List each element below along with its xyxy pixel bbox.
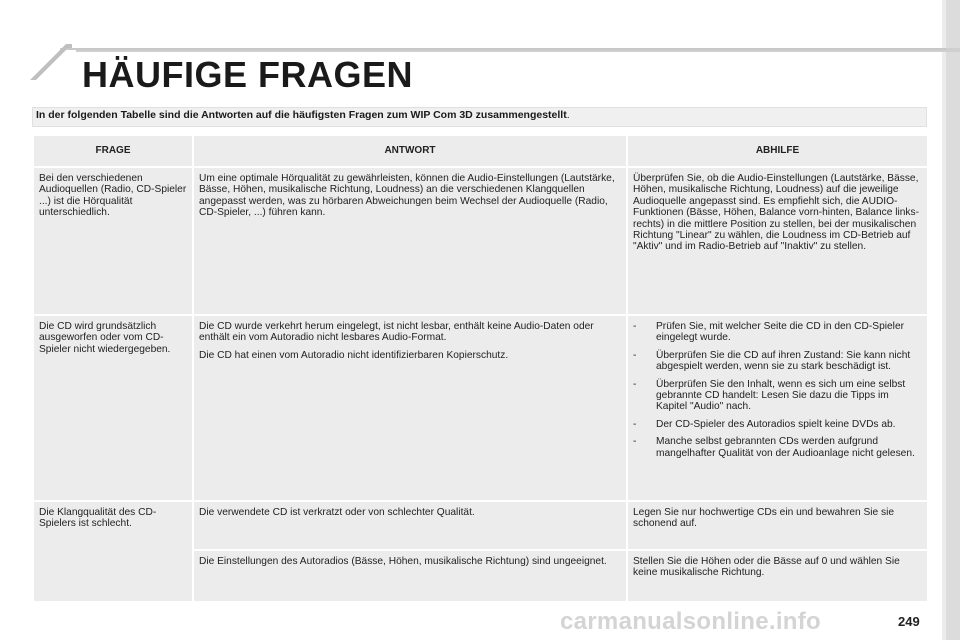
frage-cell: Die CD wird grundsätzlich ausgeworfen oder vom CD-Spieler nicht wiedergegeben. <box>33 315 193 501</box>
antwort-text: Um eine optimale Hörqualität zu gewährleisten, können die Audio-Einstellungen (Lautstärke, Bässe, Höhen, musikalische Richtung, Loudness) an die verschiedenen Klangquellen angepasst werden, was zu hörbaren Abweichungen beim Wechsel der Audioquelle (Radio, CD-Spieler, ...) führen kann. <box>199 173 615 219</box>
table-header-row <box>33 135 928 167</box>
antwort-cell <box>193 315 627 501</box>
list-item-text: Überprüfen Sie die CD auf ihren Zustand: Sie kann nicht abgespielt werden, wenn sie zu stark beschädigt ist. <box>656 349 911 373</box>
list-item <box>633 321 922 344</box>
list-item <box>633 436 922 459</box>
list-dash: - <box>633 349 637 361</box>
table-row <box>33 315 928 501</box>
abhilfe-text: Legen Sie nur hochwertige CDs ein und bewahren Sie sie schonend auf. <box>633 507 895 530</box>
list-item-text: Manche selbst gebrannten CDs werden aufgrund mangelhafter Qualität von der Audioanlage nicht gelesen. <box>656 436 915 459</box>
antwort-text: Die CD wurde verkehrt herum eingelegt, ist nicht lesbar, enthält keine Audio-Daten oder enthält ein vom Autoradio nicht lesbares Audio-Format. <box>199 321 594 344</box>
intro-period: . <box>566 109 570 121</box>
abhilfe-cell <box>627 501 928 550</box>
table-row <box>33 501 928 550</box>
list-item-text: Überprüfen Sie den Inhalt, wenn es sich um eine selbst gebrannte CD handelt: Lesen Sie dazu die Tipps im Kapitel "Audio" nach. <box>656 378 906 413</box>
antwort-text: Die verwendete CD ist verkratzt oder von schlechter Qualität. <box>199 507 475 518</box>
header-abhilfe: ABHILFE <box>627 135 928 167</box>
abhilfe-cell <box>627 550 928 602</box>
abhilfe-text: Überprüfen Sie, ob die Audio-Einstellungen (Lautstärke, Bässe, Höhen, musikalische Richtung, Loudness) auf die jeweilige Audioquelle angepasst sind. Es empfiehlt sich, die AUDIO-Funktionen (Bässe, Höhen, Balance vorn-hinten, Balance links-rechts) in die mittlere Position zu stellen, bei der musikalischen Richtung "Linear" zu wählen, die Loudness im CD-Betrieb auf "Aktiv" und im Radio-Betrieb auf "Inaktiv" zu stellen. <box>633 173 919 253</box>
abhilfe-list <box>633 321 922 459</box>
page-title: HÄUFIGE FRAGEN <box>82 54 413 95</box>
list-dash: - <box>633 378 637 390</box>
faq-table <box>32 134 929 603</box>
antwort-text: Die Einstellungen des Autoradios (Bässe, Höhen, musikalische Richtung) sind ungeeignet. <box>199 556 607 567</box>
antwort-cell <box>193 501 627 550</box>
list-item <box>633 419 922 430</box>
list-item-text: Der CD-Spieler des Autoradios spielt keine DVDs ab. <box>656 418 896 430</box>
table-row <box>33 167 928 315</box>
antwort-cell <box>193 550 627 602</box>
antwort-cell <box>193 167 627 315</box>
list-dash: - <box>633 436 637 448</box>
abhilfe-text: Stellen Sie die Höhen oder die Bässe auf 0 und wählen Sie keine musikalische Richtung. <box>633 556 900 579</box>
list-item <box>633 379 922 413</box>
header-antwort: ANTWORT <box>193 135 627 167</box>
abhilfe-cell <box>627 167 928 315</box>
frage-cell: Die Klangqualität des CD-Spielers ist schlecht. <box>33 501 193 602</box>
list-dash: - <box>633 418 637 430</box>
frage-cell: Bei den verschiedenen Audioquellen (Radio, CD-Spieler ...) ist die Hörqualität unterschiedlich. <box>33 167 193 315</box>
intro-bold-text: In der folgenden Tabelle sind die Antworten auf die häufigsten Fragen zum WIP Com 3D zusammengestellt <box>36 109 567 121</box>
antwort-text: Die CD hat einen vom Autoradio nicht identifizierbaren Kopierschutz. <box>199 349 509 361</box>
list-dash: - <box>633 321 637 332</box>
watermark-text: carmanualsonline.info <box>560 608 822 635</box>
abhilfe-cell <box>627 315 928 501</box>
list-item <box>633 350 922 373</box>
header-frage: FRAGE <box>33 135 193 167</box>
list-item-text: Prüfen Sie, mit welcher Seite die CD in den CD-Spieler eingelegt wurde. <box>656 321 905 344</box>
page-number: 249 <box>898 614 920 629</box>
intro-text <box>36 109 570 121</box>
